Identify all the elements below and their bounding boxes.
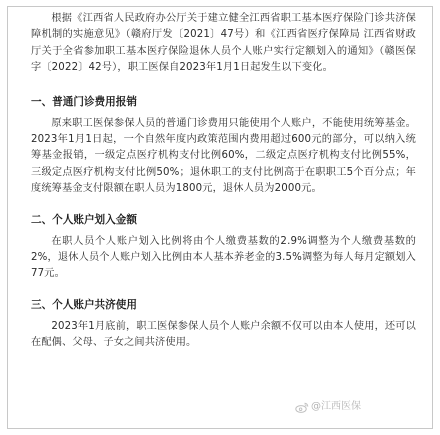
section-heading-account-allocation: 二、个人账户划入金额 (31, 213, 137, 226)
watermark-text: @江西医保 (311, 401, 361, 412)
section-paragraph-outpatient: 原来职工医保参保人员的普通门诊费用只能使用个人账户，不能使用统筹基金。2023年1月1日起，一个自然年度内政策范围内费用超过600元的部分，可以纳入统筹基金报销，一级定点医疗机构支付比例60%，二级定点医疗机构支付比例55%，三级定点医疗机构支付比例50%；退休职工的支付比例高于在职职工5个百分点；年度统筹基金支付限额在职人员为1800元，退休人员为2000元。 (31, 117, 416, 195)
section-heading-outpatient: 一、普通门诊费用报销 (31, 95, 137, 108)
intro-paragraph: 根据《江西省人民政府办公厅关于建立健全江西省职工基本医疗保险门诊共济保障机制的实施意见》（赣府厅发〔2021〕47号）和《江西省医疗保障局 江西省财政厅关于全省参加职工基本医疗保险退休人员个人账户实行定额划入的通知》（赣医保字〔2022〕42号），职工医保自2023年1月1日起发生以下变化。 (31, 13, 416, 74)
section-paragraph-account-allocation: 在职人员个人账户划入比例将由个人缴费基数的2.9%调整为个人缴费基数的2%，退休人员个人账户划入比例由本人基本养老金的3.5%调整为每人每月定额划入77元。 (31, 235, 416, 280)
source-watermark (295, 400, 361, 414)
notice-card (7, 6, 433, 429)
weibo-logo-icon (295, 402, 309, 413)
section-paragraph-account-sharing: 2023年1月底前，职工医保参保人员个人账户余额不仅可以由本人使用，还可以在配偶、父母、子女之间共济使用。 (31, 320, 416, 349)
section-heading-account-sharing: 三、个人账户共济使用 (31, 298, 137, 311)
notice-content (31, 11, 416, 352)
